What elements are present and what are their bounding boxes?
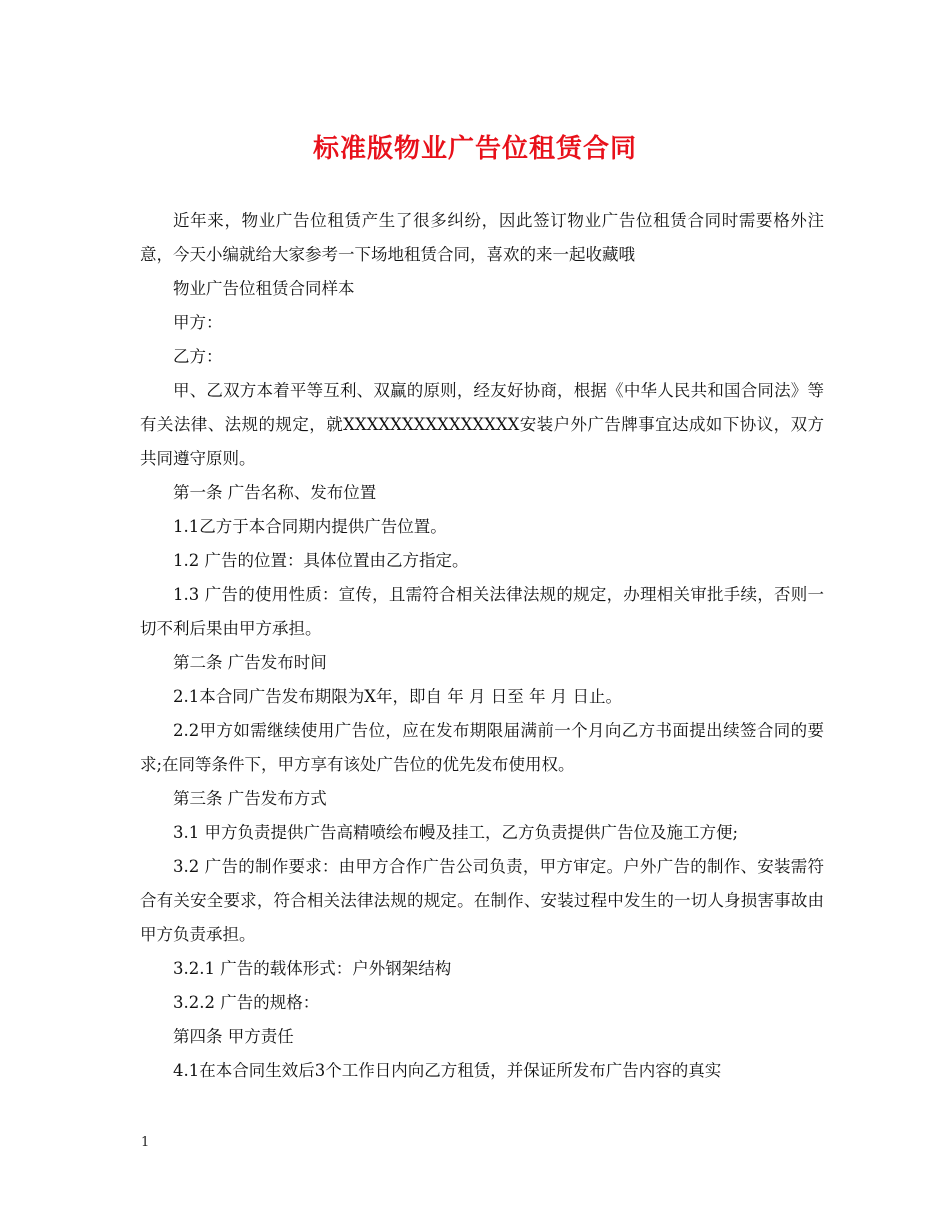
clause-1-3: 1.3 广告的使用性质：宣传，且需符合相关法律法规的规定，办理相关审批手续，否则一切不利后果由甲方承担。 <box>140 585 824 638</box>
page-number: 1 <box>141 1135 150 1150</box>
clause-3-2-1: 3.2.1 广告的载体形式：户外钢架结构 <box>173 959 452 978</box>
clause-4-1: 4.1在本合同生效后3个工作日内向乙方租赁，并保证所发布广告内容的真实 <box>173 1061 722 1080</box>
article-2-heading: 第二条 广告发布时间 <box>173 653 327 672</box>
article-3-heading: 第三条 广告发布方式 <box>173 789 327 808</box>
clause-2-1: 2.1本合同广告发布期限为X年，即自 年 月 日至 年 月 日止。 <box>173 687 622 706</box>
article-1-heading: 第一条 广告名称、发布位置 <box>173 483 377 502</box>
article-4-heading: 第四条 甲方责任 <box>173 1027 294 1046</box>
clause-1-1: 1.1乙方于本合同期内提供广告位置。 <box>173 517 447 536</box>
document-title: 标准版物业广告位租赁合同 <box>312 134 637 164</box>
clause-2-2: 2.2甲方如需继续使用广告位，应在发布期限届满前一个月向乙方书面提出续签合同的要求;在同等条件下，甲方享有该处广告位的优先发布使用权。 <box>140 721 824 774</box>
clause-3-2-2: 3.2.2 广告的规格： <box>173 993 320 1012</box>
document-body <box>140 204 824 1088</box>
intro-paragraph: 近年来，物业广告位租赁产生了很多纠纷，因此签订物业广告位租赁合同时需要格外注意，今天小编就给大家参考一下场地租赁合同，喜欢的来一起收藏哦 <box>140 211 824 264</box>
preamble-paragraph: 甲、乙双方本着平等互利、双赢的原则，经友好协商，根据《中华人民共和国合同法》等有关法律、法规的规定，就XXXXXXXXXXXXXXX安装户外广告牌事宜达成如下协议，双方共同遵守原则。 <box>140 381 824 468</box>
clause-1-2: 1.2 广告的位置：具体位置由乙方指定。 <box>173 551 469 570</box>
party-b-line: 乙方： <box>173 347 223 366</box>
clause-3-2: 3.2 广告的制作要求：由甲方合作广告公司负责，甲方审定。户外广告的制作、安装需符合有关安全要求，符合相关法律法规的规定。在制作、安装过程中发生的一切人身损害事故由甲方负责承担。 <box>140 857 824 944</box>
sample-heading: 物业广告位租赁合同样本 <box>173 279 355 298</box>
party-a-line: 甲方： <box>173 313 223 332</box>
clause-3-1: 3.1 甲方负责提供广告高精喷绘布幔及挂工，乙方负责提供广告位及施工方便; <box>173 823 739 842</box>
